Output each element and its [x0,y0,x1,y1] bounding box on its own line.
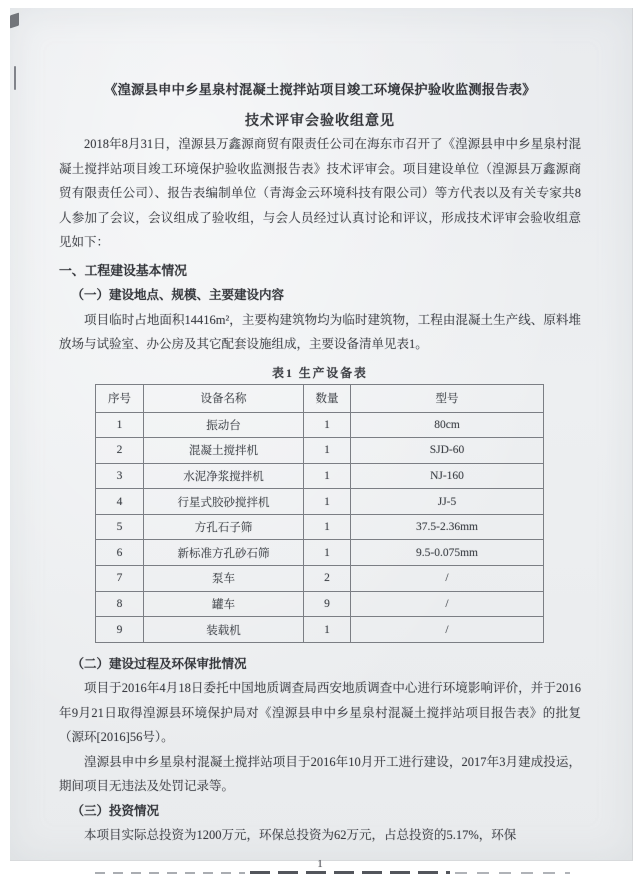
table-header-row [96,384,544,412]
equipment-table [95,384,544,643]
table-header-cell: 数量 [304,384,351,412]
intro-paragraph: 2018年8月31日，湟源县万鑫源商贸有限责任公司在海东市召开了《湟源县申中乡星泉村混凝土搅拌站项目竣工环境保护验收监测报告表》技术评审会。项目建设单位（湟源县万鑫源商贸有限责任公司）、报告表编制单位（青海金云环境科技有限公司）等方代表以及有关专家共8人参加了会议，会议组成了验收组，与会人员经过认真讨论和评议，形成技术评审会验收组意见如下： [59,137,581,249]
table-cell: 1 [304,489,351,515]
table-row [96,489,544,515]
section-1-heading: 一、工程建设基本情况 [59,263,187,278]
document-content [59,80,581,871]
table-cell: 1 [304,514,351,540]
table-cell: 振动台 [144,412,304,438]
table-header-cell: 型号 [351,384,544,412]
table-cell: 9 [304,591,351,617]
table-cell: 泵车 [144,566,304,592]
scan-artifact-bottom-dashes [95,872,245,874]
table-row [96,438,544,464]
subsection-1-2-paragraph-2: 湟源县申中乡星泉村混凝土搅拌站项目于2016年10月开工进行建设，2017年3月建成投运，期间项目无违法及处罚记录等。 [59,754,581,794]
table-cell: 6 [96,540,144,566]
table-cell: 装载机 [144,617,304,643]
table-cell: 80cm [351,412,544,438]
table-cell: NJ-160 [351,463,544,489]
subsection-1-2-paragraph-1: 项目于2016年4月18日委托中国地质调查局西安地质调查中心进行环境影响评价，并于2016年9月21日取得湟源县环境保护局对《湟源县申中乡星泉村混凝土搅拌站项目报告表》的批复（源环[2016]56号）。 [59,681,581,745]
table-cell: 9 [96,617,144,643]
table-cell: 罐车 [144,591,304,617]
table-row [96,463,544,489]
table-cell: 水泥净浆搅拌机 [144,463,304,489]
scan-artifact-bottom-dashes [455,872,570,874]
scan-artifact-edge [14,66,16,90]
table-cell: 方孔石子筛 [144,514,304,540]
table-cell: 4 [96,489,144,515]
table-row [96,540,544,566]
table-cell: 1 [96,412,144,438]
subsection-1-1-paragraph: 项目临时占地面积14416m²，主要构建筑物均为临时建筑物，工程由混凝土生产线、原料堆放场与试验室、办公房及其它配套设施组成，主要设备清单见表1。 [59,312,581,351]
document-page [10,8,633,870]
table-cell: 7 [96,566,144,592]
table-caption: 表1 生产设备表 [272,365,368,380]
subsection-1-3-heading: （三）投资情况 [71,803,160,818]
table-cell: 37.5-2.36mm [351,514,544,540]
subsection-1-2-heading: （二）建设过程及环保审批情况 [71,656,247,671]
table-cell: 1 [304,617,351,643]
table-cell: 9.5-0.075mm [351,540,544,566]
table-cell: 8 [96,591,144,617]
table-cell: 5 [96,514,144,540]
table-cell: 新标准方孔砂石筛 [144,540,304,566]
table-row [96,412,544,438]
document-subtitle: 技术评审会验收组意见 [245,114,395,129]
scan-artifact-bottom-dashes [250,871,450,874]
subsection-1-3-paragraph: 本项目实际总投资为1200万元，环保总投资为62万元，占总投资的5.17%，环保 [84,828,517,843]
subsection-1-1-heading: （一）建设地点、规模、主要建设内容 [71,288,285,302]
table-cell: / [351,566,544,592]
table-row [96,566,544,592]
table-cell: / [351,617,544,643]
table-cell: 1 [304,463,351,489]
table-cell: SJD-60 [351,438,544,464]
table-header-cell: 序号 [96,384,144,412]
table-row [96,617,544,643]
table-row [96,514,544,540]
document-title: 《湟源县申中乡星泉村混凝土搅拌站项目竣工环境保护验收监测报告表》 [104,82,536,97]
table-cell: JJ-5 [351,489,544,515]
table-cell: 混凝土搅拌机 [144,438,304,464]
table-row [96,591,544,617]
table-cell: 行星式胶砂搅拌机 [144,489,304,515]
scan-artifact-corner [10,13,19,29]
table-header-cell: 设备名称 [144,384,304,412]
table-cell: 1 [304,412,351,438]
page-number: 1 [317,857,323,870]
table-cell: 1 [304,438,351,464]
table-cell: 1 [304,540,351,566]
table-cell: 2 [96,438,144,464]
table-cell: 3 [96,463,144,489]
table-cell: / [351,591,544,617]
table-cell: 2 [304,566,351,592]
